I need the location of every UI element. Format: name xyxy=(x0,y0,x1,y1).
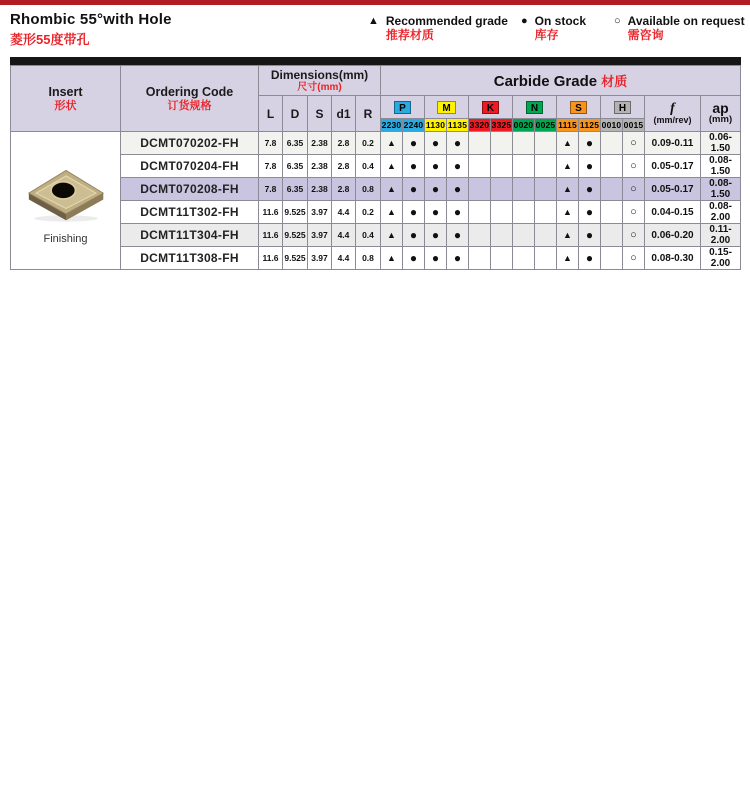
grade-availability-cell: ● xyxy=(579,178,601,201)
grade-availability-cell xyxy=(601,132,623,155)
hollow-circle-icon: ○ xyxy=(614,15,621,27)
grade-availability-cell xyxy=(535,201,557,224)
grade-availability-cell: ● xyxy=(447,155,469,178)
dim-cell-l: 11.6 xyxy=(259,224,283,247)
grade-availability-cell: ● xyxy=(425,201,447,224)
grade-group-header-n xyxy=(513,96,557,119)
grade-availability-cell: ● xyxy=(447,178,469,201)
carbide-header-en: Carbide Grade xyxy=(493,73,598,90)
table-row xyxy=(11,201,741,224)
legend-onrequest-cn: 需咨询 xyxy=(627,28,664,42)
ordering-header-en: Ordering Code xyxy=(145,84,234,99)
table-row xyxy=(11,155,741,178)
grade-availability-cell: ○ xyxy=(623,132,645,155)
table-top-black-bar xyxy=(10,57,741,65)
grade-group-header-k xyxy=(469,96,513,119)
dim-cell-d: 6.35 xyxy=(283,155,308,178)
depth-range-cell: 0.08-2.00 xyxy=(701,201,741,224)
ordering-code-cell: DCMT070208-FH xyxy=(121,178,259,201)
grade-group-header-p xyxy=(381,96,425,119)
grade-availability-cell xyxy=(535,132,557,155)
carbide-header-cn: 材质 xyxy=(601,74,628,89)
insert-photo-cell xyxy=(11,132,121,270)
grade-number-0025: 0025 xyxy=(535,120,556,130)
grade-availability-cell: ● xyxy=(579,247,601,270)
grade-availability-cell: ● xyxy=(425,132,447,155)
grade-availability-cell: ▲ xyxy=(557,247,579,270)
depth-header-unit: (mm) xyxy=(708,114,733,125)
ordering-code-cell: DCMT11T308-FH xyxy=(121,247,259,270)
grade-availability-cell xyxy=(513,132,535,155)
feed-range-cell: 0.08-0.30 xyxy=(645,247,701,270)
grade-availability-cell: ▲ xyxy=(381,132,403,155)
ordering-code-column-header xyxy=(121,66,259,132)
dim-col-header-l: L xyxy=(259,96,283,132)
ordering-code-cell: DCMT070202-FH xyxy=(121,132,259,155)
page-title: Rhombic 55°with Hole xyxy=(10,11,172,28)
product-table-wrap xyxy=(10,57,741,270)
grade-number-0010: 0010 xyxy=(601,120,622,130)
table-row xyxy=(11,132,741,155)
grade-availability-cell: ▲ xyxy=(381,178,403,201)
dim-cell-l: 11.6 xyxy=(259,201,283,224)
table-row xyxy=(11,247,741,270)
grade-number-1130: 1130 xyxy=(425,120,446,130)
p-grade-chip: P xyxy=(394,101,411,114)
insert-header-en: Insert xyxy=(48,84,83,99)
depth-range-cell: 0.15-2.00 xyxy=(701,247,741,270)
dimensions-column-header xyxy=(259,66,381,96)
grade-availability-cell xyxy=(469,247,491,270)
insert-column-header xyxy=(11,66,121,132)
dim-cell-d: 9.525 xyxy=(283,224,308,247)
dim-cell-d1: 2.8 xyxy=(332,132,356,155)
legend-onrequest-en: Available on request xyxy=(627,14,745,28)
grade-availability-cell xyxy=(469,155,491,178)
dim-cell-l: 7.8 xyxy=(259,178,283,201)
grade-availability-cell xyxy=(491,247,513,270)
feed-range-cell: 0.04-0.15 xyxy=(645,201,701,224)
insert-header-cn: 形状 xyxy=(54,99,77,112)
grade-availability-cell: ▲ xyxy=(381,224,403,247)
k-grade-chip: K xyxy=(482,101,499,114)
grade-availability-cell: ○ xyxy=(623,155,645,178)
grade-availability-cell: ● xyxy=(403,201,425,224)
grade-availability-cell: ● xyxy=(579,132,601,155)
legend-onstock-en: On stock xyxy=(534,14,587,28)
dim-cell-s: 2.38 xyxy=(308,155,332,178)
dim-cell-d: 6.35 xyxy=(283,132,308,155)
grade-availability-cell xyxy=(601,178,623,201)
feed-range-cell: 0.06-0.20 xyxy=(645,224,701,247)
ordering-header-cn: 订货规格 xyxy=(167,99,212,112)
product-table xyxy=(10,65,741,270)
grade-availability-cell: ▲ xyxy=(557,224,579,247)
s-grade-chip: S xyxy=(570,101,587,114)
insert-photo xyxy=(25,165,107,223)
dim-cell-d1: 4.4 xyxy=(332,224,356,247)
grade-availability-cell xyxy=(491,155,513,178)
grade-availability-cell: ○ xyxy=(623,224,645,247)
depth-range-cell: 0.06-1.50 xyxy=(701,132,741,155)
depth-column-header xyxy=(701,96,741,132)
grade-availability-cell: ▲ xyxy=(557,178,579,201)
grade-number-1115: 1115 xyxy=(558,120,577,130)
grade-availability-cell xyxy=(535,224,557,247)
depth-range-cell: 0.08-1.50 xyxy=(701,178,741,201)
dim-cell-l: 11.6 xyxy=(259,247,283,270)
grade-number-0015: 0015 xyxy=(623,120,644,130)
grade-availability-cell: ● xyxy=(403,247,425,270)
dim-cell-r: 0.2 xyxy=(356,201,381,224)
legend-onstock-text xyxy=(535,14,586,43)
legend-recommended-en: Recommended grade xyxy=(385,14,508,28)
grade-availability-cell xyxy=(601,224,623,247)
feed-range-cell: 0.09-0.11 xyxy=(645,132,701,155)
title-block xyxy=(10,11,172,48)
grade-availability-cell: ● xyxy=(403,155,425,178)
grade-availability-cell xyxy=(513,178,535,201)
grade-number-2230: 2230 xyxy=(381,120,402,130)
feed-column-header xyxy=(645,96,701,132)
grade-availability-cell xyxy=(469,201,491,224)
grade-availability-cell: ○ xyxy=(623,247,645,270)
grade-availability-cell: ● xyxy=(447,201,469,224)
grade-availability-cell: ▲ xyxy=(557,132,579,155)
grade-availability-cell xyxy=(535,178,557,201)
dim-col-header-s: S xyxy=(308,96,332,132)
grade-group-header-h xyxy=(601,96,645,119)
dimensions-header-en: Dimensions(mm) xyxy=(270,67,369,82)
dim-col-header-d1: d1 xyxy=(332,96,356,132)
grade-availability-cell: ● xyxy=(403,224,425,247)
grade-availability-cell: ● xyxy=(447,132,469,155)
dim-cell-r: 0.4 xyxy=(356,224,381,247)
grade-availability-cell xyxy=(513,247,535,270)
triangle-icon: ▲ xyxy=(368,15,379,27)
grade-availability-cell xyxy=(491,132,513,155)
feed-header-unit: (mm/rev) xyxy=(653,114,692,125)
ordering-code-cell: DCMT11T304-FH xyxy=(121,224,259,247)
page-title-cn: 菱形55度带孔 xyxy=(10,32,90,47)
grade-availability-cell xyxy=(601,201,623,224)
dim-cell-d: 6.35 xyxy=(283,178,308,201)
grade-availability-cell: ● xyxy=(403,178,425,201)
dim-cell-d1: 4.4 xyxy=(332,201,356,224)
dim-cell-d: 9.525 xyxy=(283,247,308,270)
dim-cell-r: 0.4 xyxy=(356,155,381,178)
legend-onstock-cn: 库存 xyxy=(534,28,559,42)
dimensions-header-cn: 尺寸(mm) xyxy=(297,81,342,93)
dim-cell-d: 9.525 xyxy=(283,201,308,224)
dim-col-header-d: D xyxy=(283,96,308,132)
table-row xyxy=(11,224,741,247)
depth-range-cell: 0.08-1.50 xyxy=(701,155,741,178)
feed-range-cell: 0.05-0.17 xyxy=(645,178,701,201)
feed-range-cell: 0.05-0.17 xyxy=(645,155,701,178)
dim-cell-l: 7.8 xyxy=(259,132,283,155)
grade-availability-cell xyxy=(601,155,623,178)
grade-availability-cell xyxy=(491,178,513,201)
dim-cell-d1: 4.4 xyxy=(332,247,356,270)
filled-dot-icon: ● xyxy=(521,15,528,27)
grade-availability-cell: ○ xyxy=(623,201,645,224)
grade-availability-cell xyxy=(469,224,491,247)
grade-group-header-s xyxy=(557,96,601,119)
dim-cell-d1: 2.8 xyxy=(332,178,356,201)
grade-availability-cell: ● xyxy=(579,224,601,247)
grade-availability-cell xyxy=(469,178,491,201)
n-grade-chip: N xyxy=(526,101,543,114)
grade-availability-cell: ● xyxy=(447,224,469,247)
depth-header-symbol: ap xyxy=(712,100,729,116)
legend-onrequest xyxy=(614,14,745,43)
dim-cell-d1: 2.8 xyxy=(332,155,356,178)
legend-recommended xyxy=(368,14,508,43)
ordering-code-cell: DCMT11T302-FH xyxy=(121,201,259,224)
grade-availability-cell xyxy=(535,155,557,178)
carbide-grade-column-header xyxy=(381,66,741,96)
dim-cell-s: 2.38 xyxy=(308,178,332,201)
grade-availability-cell: ● xyxy=(425,155,447,178)
grade-availability-cell xyxy=(535,247,557,270)
grade-availability-cell: ● xyxy=(425,178,447,201)
dim-cell-s: 3.97 xyxy=(308,201,332,224)
dim-cell-s: 2.38 xyxy=(308,132,332,155)
grade-availability-cell: ● xyxy=(447,247,469,270)
h-grade-chip: H xyxy=(614,101,631,114)
grade-availability-cell: ● xyxy=(425,224,447,247)
grade-availability-cell: ▲ xyxy=(381,247,403,270)
grade-availability-cell xyxy=(513,155,535,178)
top-red-bar xyxy=(0,0,750,5)
legend-onstock xyxy=(521,14,586,43)
feed-header-symbol: f xyxy=(670,100,675,116)
grade-availability-cell: ● xyxy=(579,155,601,178)
grade-number-1135: 1135 xyxy=(447,120,468,130)
grade-number-3325: 3325 xyxy=(491,120,512,130)
grade-availability-cell: ● xyxy=(403,132,425,155)
insert-type-label: Finishing xyxy=(43,232,88,245)
grade-availability-cell xyxy=(513,224,535,247)
legend-recommended-cn: 推荐材质 xyxy=(385,28,434,42)
grade-availability-cell: ● xyxy=(425,247,447,270)
table-row xyxy=(11,178,741,201)
dim-cell-r: 0.8 xyxy=(356,178,381,201)
dim-col-header-r: R xyxy=(356,96,381,132)
grade-availability-cell xyxy=(513,201,535,224)
grade-availability-cell xyxy=(491,224,513,247)
m-grade-chip: M xyxy=(437,101,455,114)
grade-availability-cell: ○ xyxy=(623,178,645,201)
grade-number-3320: 3320 xyxy=(469,120,490,130)
grade-availability-cell: ● xyxy=(579,201,601,224)
grade-availability-cell: ▲ xyxy=(381,201,403,224)
depth-range-cell: 0.11-2.00 xyxy=(701,224,741,247)
dim-cell-s: 3.97 xyxy=(308,224,332,247)
dim-cell-s: 3.97 xyxy=(308,247,332,270)
grade-number-0020: 0020 xyxy=(513,120,534,130)
grade-availability-cell xyxy=(491,201,513,224)
insert-figure xyxy=(11,157,120,245)
grade-availability-cell xyxy=(601,247,623,270)
legend-onrequest-text xyxy=(628,14,745,43)
dim-cell-r: 0.2 xyxy=(356,132,381,155)
grade-availability-cell: ▲ xyxy=(557,201,579,224)
dim-cell-l: 7.8 xyxy=(259,155,283,178)
legend-recommended-text xyxy=(386,14,508,43)
grade-group-header-m xyxy=(425,96,469,119)
grade-availability-cell xyxy=(469,132,491,155)
ordering-code-cell: DCMT070204-FH xyxy=(121,155,259,178)
grade-availability-cell: ▲ xyxy=(557,155,579,178)
grade-number-2240: 2240 xyxy=(403,120,424,130)
dim-cell-r: 0.8 xyxy=(356,247,381,270)
grade-availability-cell: ▲ xyxy=(381,155,403,178)
grade-number-1125: 1125 xyxy=(579,120,600,130)
